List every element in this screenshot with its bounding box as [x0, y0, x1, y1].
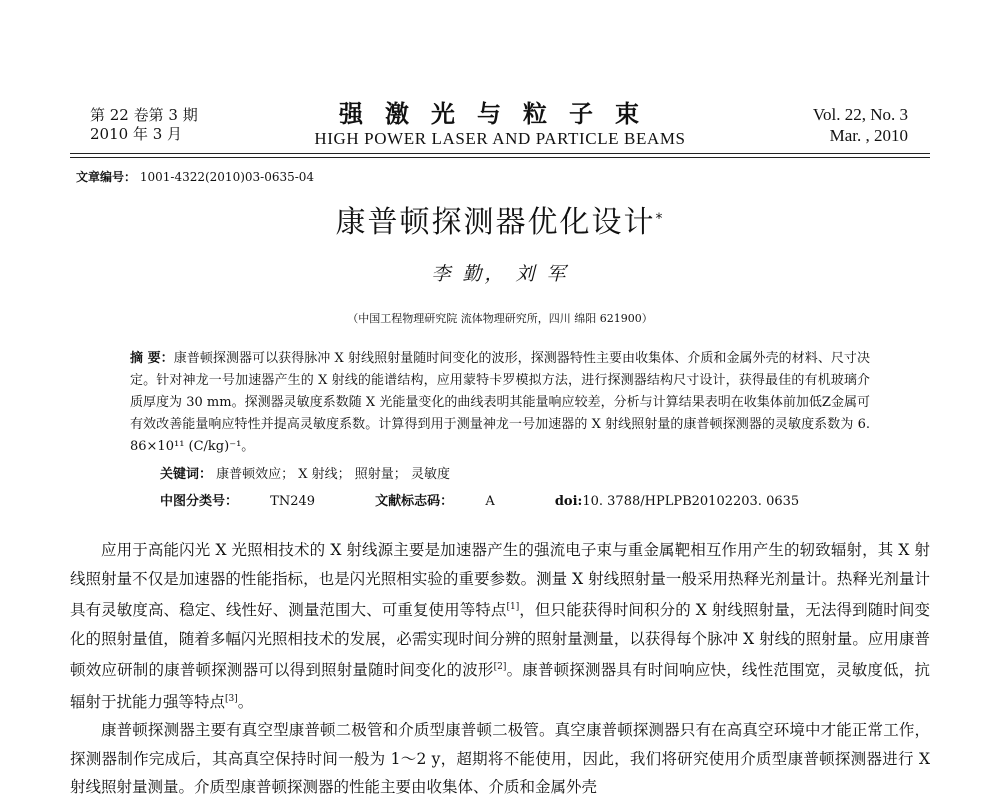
abstract: [130, 348, 870, 458]
paper-title-text: 康普顿探测器优化设计: [335, 205, 656, 240]
volume-issue-cn: 第 22 卷第 3 期: [90, 106, 198, 124]
header-rule-thin: [70, 157, 930, 158]
body-paragraph-2: 康普顿探测器主要有真空型康普顿二极管和介质型康普顿二极管。真空康普顿探测器只有在高真空环境中才能正常工作，探测器制作完成后，其高真空保持时间一般为 1～2 y，超期将不能使用，因此，我们将研究使用介质型康普顿探测器进行 X 射线照射量测量。介质型康普顿探测器的性能主要由收集体、介质和金属外壳: [70, 721, 930, 797]
header-right-block: [813, 104, 908, 146]
citation-2: [2]: [493, 662, 507, 673]
body-p1-part-d: 。: [237, 692, 254, 711]
citation-3: [3]: [225, 693, 238, 704]
clc-value: TN249: [270, 494, 316, 509]
doc-code-value: A: [485, 494, 495, 509]
volume-issue-en: Vol. 22, No. 3: [812, 105, 908, 124]
abstract-label: 摘 要：: [130, 351, 174, 366]
paper-title: [0, 203, 1000, 243]
journal-name-en: HIGH POWER LASER AND PARTICLE BEAMS: [314, 129, 686, 148]
article-number-label: 文章编号：: [76, 170, 137, 184]
header-rule-thick: [70, 153, 930, 154]
abstract-text: 康普顿探测器可以获得脉冲 X 射线照射量随时间变化的波形，探测器特性主要由收集体、介质和金属外壳的材料、尺寸决定。针对神龙一号加速器产生的 X 射线的能谱结构，应用蒙特卡罗模拟方法，进行探测器结构尺寸设计，获得最佳的有机玻璃介质厚度为 30 mm。探测器灵敏度系数随 X 光能量变化的曲线表明其能量响应较差，分析与计算结果表明在收集体前加低Z金属可有效改善能量响应特性并提高灵敏度系数。计算得到用于测量神龙一号加速器的 X 射线照射量的康普顿探测器的灵敏度系数为 6. 86×10¹¹ (C/kg)⁻¹。: [130, 351, 870, 454]
affiliation: （中国工程物理研究院 流体物理研究所，四川 绵阳 621900）: [347, 312, 653, 325]
body-text: [70, 536, 930, 802]
article-number: [76, 168, 314, 185]
citation-1: [1]: [506, 602, 520, 612]
keywords: [160, 465, 450, 485]
article-number-value: 1001-4322(2010)03-0635-04: [139, 170, 315, 184]
classification-line: [160, 492, 855, 512]
keywords-text: 康普顿效应； X 射线； 照射量； 灵敏度: [216, 467, 450, 482]
body-p1-part-c: 。康普顿探测器具有时间响应快，线性范围宽，灵敏度低，抗辐射于扰能力强等特点: [70, 661, 930, 711]
title-footnote-mark: *: [655, 211, 665, 227]
clc-label: 中图分类号：: [160, 494, 239, 509]
date-cn: 2010 年 3 月: [90, 125, 183, 143]
journal-name-cn: 强激光与粒子束: [339, 99, 661, 128]
authors: 李 勤， 刘 军: [431, 263, 569, 285]
doc-code-label: 文献标志码：: [375, 494, 454, 509]
body-p1-part-a: 应用于高能闪光 X 光照相技术的 X 射线源主要是加速器产生的强流电子束与重金属靶相互作用产生的轫致辐射，其 X 射线照射量不仅是加速器的性能指标，也是闪光照相实验的重要参数。测量 X 射线照射量一般采用热释光剂量计。热释光剂量计具有灵敏度高、稳定、线性好、测量范围大、可重复使用等特点: [70, 541, 930, 620]
doi-value: 10. 3788/HPLPB20102203. 0635: [582, 494, 800, 509]
keywords-label: 关键词：: [160, 467, 213, 482]
doi-label: doi:: [554, 494, 583, 509]
date-en: Mar. , 2010: [829, 126, 908, 145]
body-p1-part-b: ，但只能获得时间积分的 X 射线照射量，无法得到随时间变化的照射量值，随着多幅闪光照相技术的发展，必需实现时间分辨的照射量测量，以获得每个脉冲 X 射线的照射量。应用康普顿效应研制的康普顿探测器可以得到照射量随时间变化的波形: [70, 601, 930, 680]
body-paragraph-1: [70, 536, 930, 716]
